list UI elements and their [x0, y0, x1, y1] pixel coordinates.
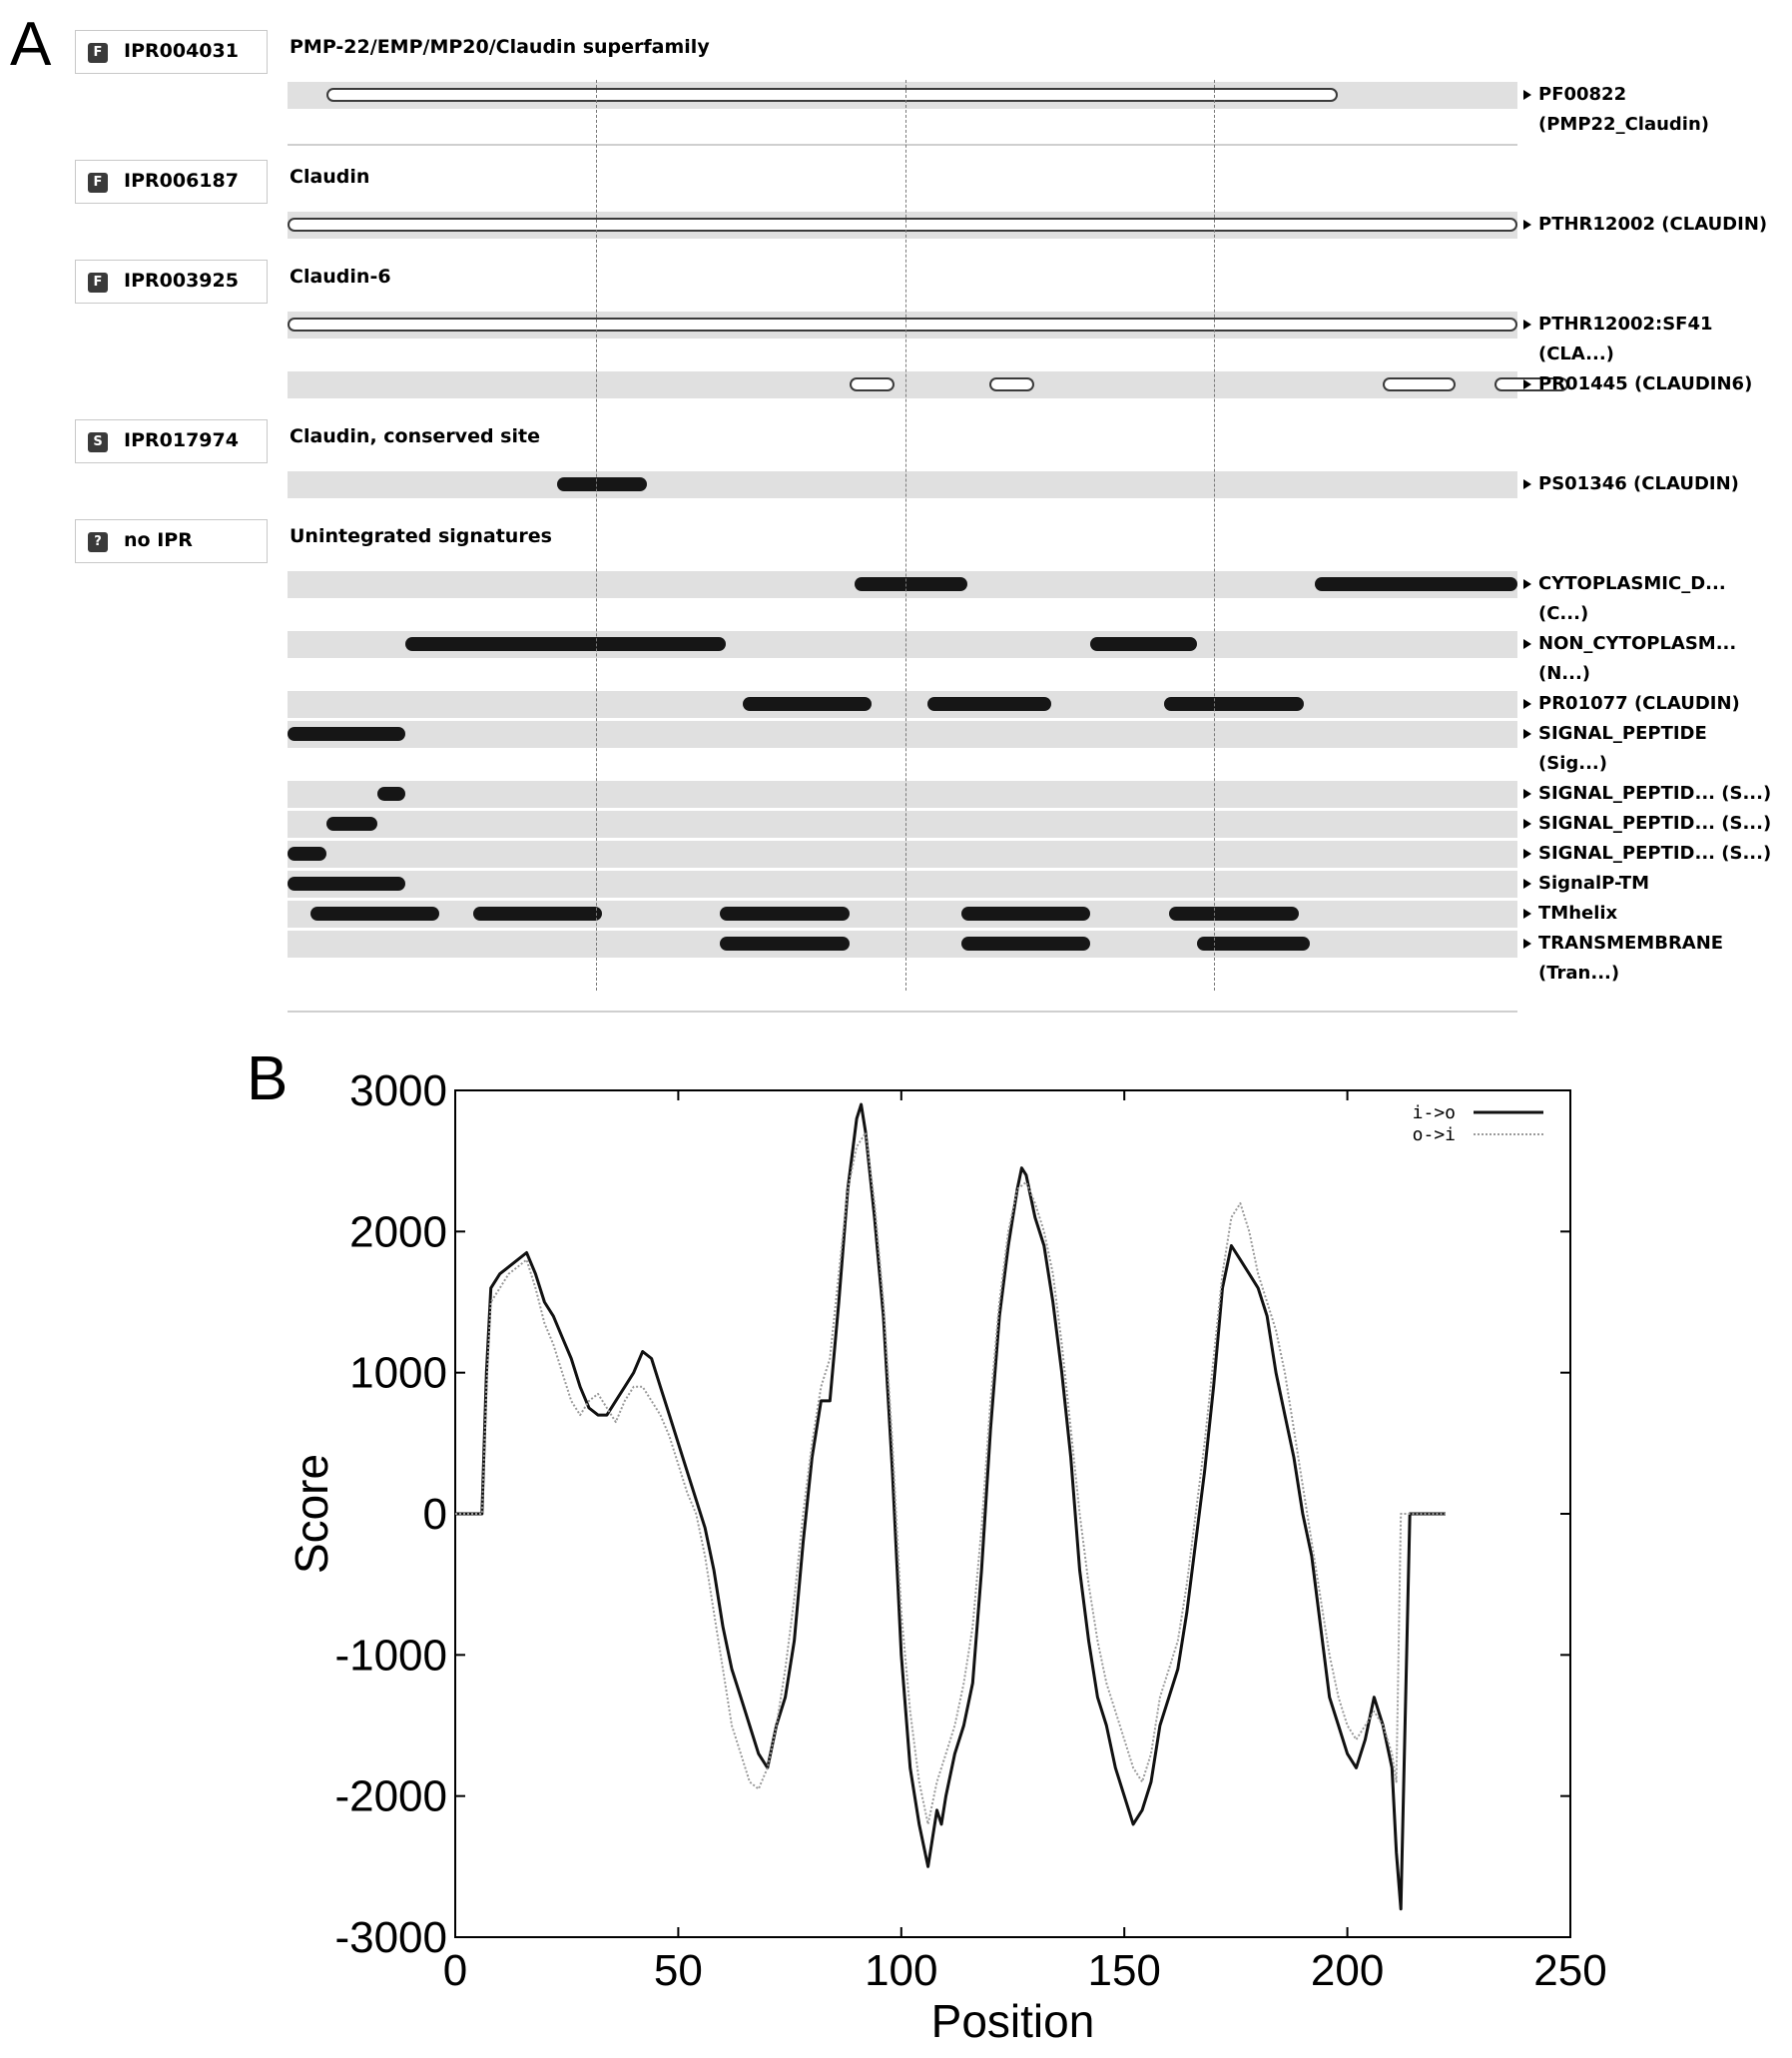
match-bar[interactable] [720, 937, 849, 951]
entry-type-icon: F [88, 173, 108, 193]
entry-type-icon: F [88, 273, 108, 293]
signature-label[interactable]: PR01077 (CLAUDIN) [1538, 693, 1740, 714]
expand-arrow-icon [1523, 879, 1531, 889]
signature-label-detail: (PMP22_Claudin) [1538, 114, 1710, 135]
signature-label[interactable]: SIGNAL_PEPTID... (S...) [1538, 813, 1772, 834]
match-bar[interactable] [310, 907, 439, 921]
entry-title: PMP-22/EMP/MP20/Claudin superfamily [290, 36, 710, 58]
signature-label-detail: (N...) [1538, 663, 1591, 684]
signature-label-detail: (CLA...) [1538, 343, 1614, 364]
match-bar[interactable] [720, 907, 849, 921]
y-tick-label: 1000 [349, 1348, 447, 1398]
entry-title: Claudin [290, 166, 370, 188]
ipr-accession: no IPR [124, 529, 193, 551]
expand-arrow-icon [1523, 849, 1531, 859]
x-tick-label: 250 [1533, 1946, 1607, 1995]
ipr-box[interactable] [75, 260, 268, 304]
expand-arrow-icon [1523, 939, 1531, 949]
signature-track [288, 471, 1517, 498]
signature-label-detail: (Sig...) [1538, 753, 1607, 774]
ipr-box[interactable] [75, 160, 268, 204]
signature-label[interactable]: SIGNAL_PEPTIDE [1538, 723, 1707, 744]
signature-track [288, 312, 1517, 339]
signature-track [288, 841, 1517, 868]
expand-arrow-icon [1523, 639, 1531, 649]
y-tick-label: -3000 [334, 1913, 447, 1962]
expand-arrow-icon [1523, 90, 1531, 100]
match-bar[interactable] [288, 727, 405, 741]
x-tick-label: 200 [1310, 1946, 1385, 1995]
x-axis-label: Position [930, 1995, 1095, 2047]
match-bar[interactable] [850, 377, 895, 391]
signature-track [288, 871, 1517, 898]
ipr-accession: IPR006187 [124, 170, 239, 192]
x-tick-label: 50 [653, 1946, 703, 1995]
signature-label[interactable]: PTHR12002:SF41 [1538, 314, 1713, 335]
y-tick-label: 0 [422, 1490, 447, 1539]
x-tick-label: 0 [442, 1946, 468, 1995]
legend-label: o->i [1412, 1124, 1456, 1145]
ipr-accession: IPR017974 [124, 429, 239, 451]
signature-track [288, 82, 1517, 109]
signature-track [288, 631, 1517, 658]
match-bar[interactable] [1315, 577, 1517, 591]
expand-arrow-icon [1523, 479, 1531, 489]
signature-label-detail: (Tran...) [1538, 963, 1620, 984]
expand-arrow-icon [1523, 379, 1531, 389]
match-bar[interactable] [961, 937, 1090, 951]
signature-label[interactable]: TRANSMEMBRANE [1538, 933, 1724, 954]
ipr-box[interactable] [75, 519, 268, 563]
match-bar[interactable] [1090, 637, 1197, 651]
expand-arrow-icon [1523, 729, 1531, 739]
signature-label[interactable]: PF00822 [1538, 84, 1627, 105]
x-tick-label: 100 [865, 1946, 938, 1995]
ipr-accession: IPR004031 [124, 40, 239, 62]
panel-b-letter: B [247, 1044, 289, 1113]
entry-type-icon: ? [88, 532, 108, 552]
match-bar[interactable] [989, 377, 1034, 391]
signature-label[interactable]: SIGNAL_PEPTID... (S...) [1538, 843, 1772, 864]
signature-label[interactable]: SIGNAL_PEPTID... (S...) [1538, 783, 1772, 804]
match-bar[interactable] [855, 577, 967, 591]
panel-a-letter: A [10, 10, 52, 79]
signature-label[interactable]: CYTOPLASMIC_D... [1538, 573, 1726, 594]
section-divider [288, 1011, 1517, 1013]
y-tick-label: 3000 [349, 1066, 447, 1115]
entry-type-icon: S [88, 432, 108, 452]
ruler-gridline [596, 80, 597, 991]
match-bar[interactable] [288, 847, 326, 861]
signature-track [288, 901, 1517, 928]
match-bar[interactable] [743, 697, 872, 711]
signature-label-detail: (C...) [1538, 603, 1589, 624]
ipr-box[interactable] [75, 419, 268, 463]
match-bar[interactable] [326, 88, 1338, 102]
entry-title: Unintegrated signatures [290, 525, 552, 547]
signature-track [288, 811, 1517, 838]
signature-label[interactable]: PTHR12002 (CLAUDIN) [1538, 214, 1768, 235]
signature-track [288, 371, 1517, 398]
match-bar[interactable] [326, 817, 377, 831]
match-bar[interactable] [557, 477, 647, 491]
series-line-i-to-o [455, 1104, 1446, 1909]
expand-arrow-icon [1523, 699, 1531, 709]
entry-type-icon: F [88, 43, 108, 63]
signature-track [288, 212, 1517, 239]
y-tick-label: 2000 [349, 1207, 447, 1257]
ruler-gridline [1214, 80, 1215, 991]
match-bar[interactable] [377, 787, 405, 801]
match-bar[interactable] [1383, 377, 1456, 391]
expand-arrow-icon [1523, 220, 1531, 230]
match-bar[interactable] [1169, 907, 1298, 921]
entry-title: Claudin, conserved site [290, 425, 540, 447]
y-tick-label: -1000 [334, 1631, 447, 1681]
signature-track [288, 931, 1517, 958]
match-bar[interactable] [473, 907, 602, 921]
match-bar[interactable] [405, 637, 726, 651]
ruler-gridline [905, 80, 906, 991]
expand-arrow-icon [1523, 819, 1531, 829]
y-axis-label: Score [286, 1453, 337, 1575]
entry-title: Claudin-6 [290, 266, 391, 288]
match-bar[interactable] [288, 218, 1517, 232]
signature-track [288, 571, 1517, 598]
match-bar[interactable] [961, 907, 1090, 921]
signature-label[interactable]: PR01445 (CLAUDIN6) [1538, 373, 1753, 394]
legend-label: i->o [1412, 1102, 1456, 1123]
match-bar[interactable] [288, 877, 405, 891]
expand-arrow-icon [1523, 789, 1531, 799]
signature-label[interactable]: PS01346 (CLAUDIN) [1538, 473, 1739, 494]
signature-track [288, 721, 1517, 748]
expand-arrow-icon [1523, 909, 1531, 919]
signature-track [288, 691, 1517, 718]
section-divider [288, 144, 1517, 146]
signature-label[interactable]: SignalP-TM [1538, 873, 1650, 894]
signature-track [288, 781, 1517, 808]
y-tick-label: -2000 [334, 1771, 447, 1821]
expand-arrow-icon [1523, 579, 1531, 589]
match-bar[interactable] [288, 318, 1517, 332]
match-bar[interactable] [1164, 697, 1305, 711]
ipr-accession: IPR003925 [124, 270, 239, 292]
x-tick-label: 150 [1087, 1946, 1161, 1995]
ipr-box[interactable] [75, 30, 268, 74]
panel-b-hydropathy-chart [0, 1029, 1792, 2058]
match-bar[interactable] [927, 697, 1051, 711]
signature-label[interactable]: TMhelix [1538, 903, 1618, 924]
expand-arrow-icon [1523, 320, 1531, 330]
signature-label[interactable]: NON_CYTOPLASM... [1538, 633, 1737, 654]
